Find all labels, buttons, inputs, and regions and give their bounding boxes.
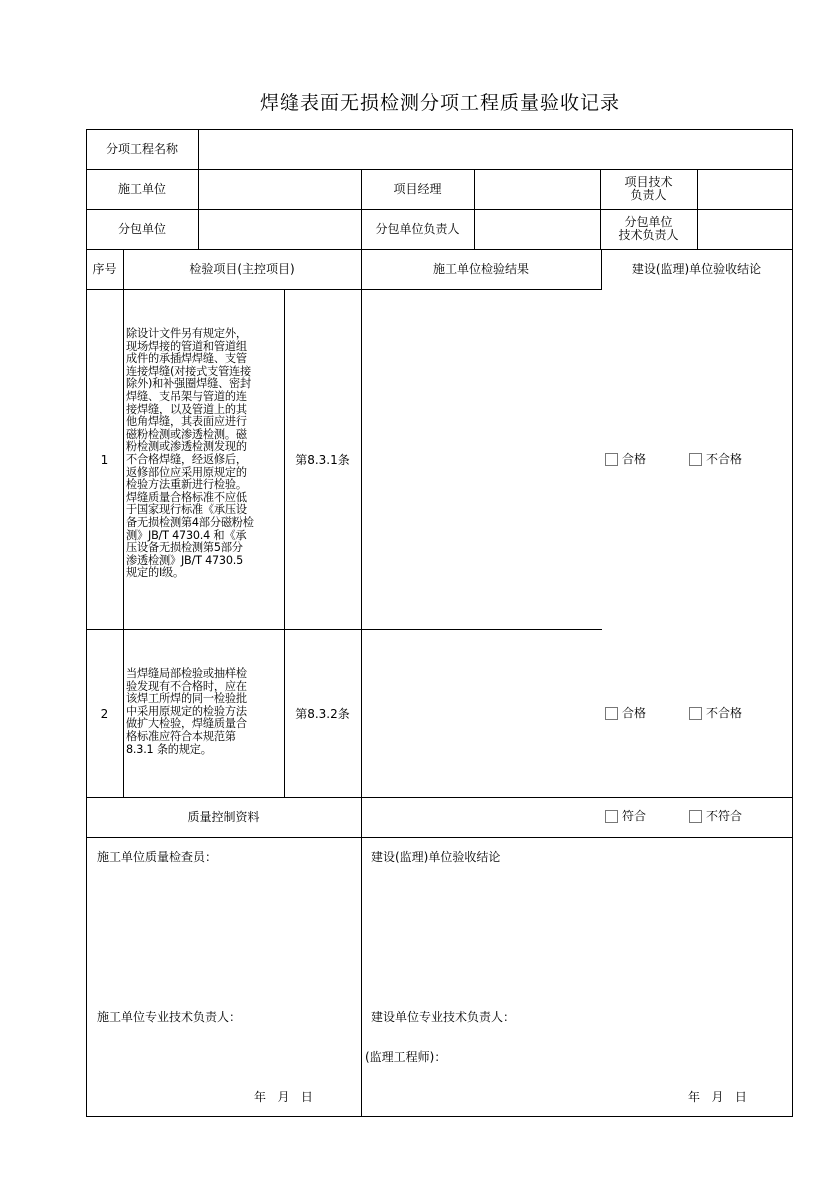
nonconform-checkbox[interactable] [689, 810, 702, 823]
subcontractor-tech-label-line1: 分包单位 [624, 215, 673, 229]
pass-label: 合格 [622, 452, 647, 466]
construction-tech-lead-label: 施工单位专业技术负责人： [97, 1010, 242, 1024]
subcontractor-label: 分包单位 [117, 222, 166, 236]
fail-label: 不合格 [706, 706, 743, 720]
conform-checkbox[interactable] [605, 810, 618, 823]
subcontractor-tech-label-line2: 技术负责人 [618, 228, 679, 242]
project-manager-label: 项目经理 [393, 182, 442, 196]
fail-checkbox[interactable] [689, 707, 702, 720]
col-header-conclusion: 建设(监理)单位验收结论 [631, 262, 762, 276]
construction-unit-label: 施工单位 [117, 182, 166, 196]
inspector-label: 施工单位质量检查员： [97, 850, 218, 864]
row-description: 当焊缝局部检验或抽样检 验发现有不合格时，应在 该焊工所焊的同一检验批 中采用原规定的检验方法 做扩大检验，焊缝质量合 格标准应符合本规范第 8.3.1 条的规定。 [126, 667, 247, 756]
col-header-item: 检验项目(主控项目) [189, 262, 295, 276]
pass-checkbox[interactable] [605, 453, 618, 466]
row-description: 除设计文件另有规定外， 现场焊接的管道和管道组 成件的承插焊焊缝、支管 连接焊缝(对接式支管连接 除外)和补强圈焊缝、密封 焊缝、支吊架与管道的连 接焊缝，以及管道上的其 他角焊缝，其表面应进行 磁粉检测或渗透检测。磁 粉检测或渗透检测发现的 不合格焊缝，经返修后， 返修部位应采用原规定的 检验方法重新进行检验。 焊缝质量合格标准不应低 于国家现行标准《承压设 备无损检测第4部分磁粉检 测》JB/T 4730.4 和《承 压设备无损检测第5部分 渗透检测》JB/T 4730.5 规定的Ⅰ级。 [126, 327, 254, 580]
pass-checkbox[interactable] [605, 707, 618, 720]
nonconform-label: 不符合 [706, 809, 743, 823]
quality-control-label: 质量控制资料 [187, 810, 260, 824]
row-seq: 1 [100, 453, 109, 467]
col-header-seq: 序号 [92, 262, 117, 276]
owner-tech-lead-label: 建设单位专业技术负责人： [371, 1010, 516, 1024]
conform-label: 符合 [622, 809, 647, 823]
row-seq: 2 [100, 707, 109, 721]
pass-label: 合格 [622, 706, 647, 720]
fail-label: 不合格 [706, 452, 743, 466]
owner-conclusion-label: 建设(监理)单位验收结论 [371, 850, 501, 864]
row-clause: 第8.3.1条 [295, 453, 350, 467]
tech-lead-label-line1: 项目技术 [624, 175, 673, 189]
tech-lead-label-line2: 负责人 [630, 188, 667, 202]
fail-checkbox[interactable] [689, 453, 702, 466]
col-header-result: 施工单位检验结果 [432, 262, 529, 276]
subproject-name-label: 分项工程名称 [105, 142, 178, 156]
date-right: 年 月 日 [688, 1090, 747, 1104]
date-left: 年 月 日 [254, 1090, 313, 1104]
row-clause: 第8.3.2条 [295, 707, 350, 721]
page-title: 焊缝表面无损检测分项工程质量验收记录 [259, 92, 620, 114]
supervisor-label: (监理工程师)： [365, 1050, 447, 1064]
subcontractor-lead-label: 分包单位负责人 [375, 222, 460, 236]
